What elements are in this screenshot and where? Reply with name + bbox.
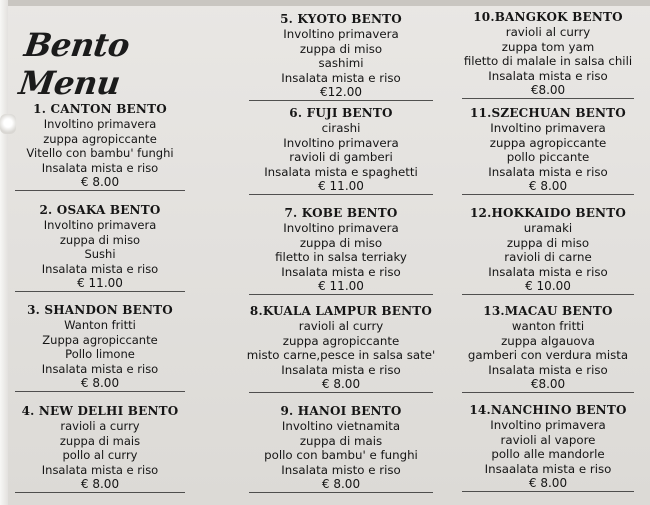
item-title: 7. KOBE BENTO <box>284 206 398 220</box>
price-divider <box>15 391 185 392</box>
item-price: € 8.00 <box>321 377 361 392</box>
item-title: 10.BANGKOK BENTO <box>473 10 623 24</box>
item-line: ravioli di gamberi <box>289 150 393 165</box>
item-price: € 10.00 <box>525 279 571 294</box>
item-price: € 11.00 <box>318 179 364 194</box>
item-line: Pollo limone <box>65 347 135 362</box>
item-line: zuppa di miso <box>299 41 383 56</box>
item-title: 11.SZECHUAN BENTO <box>470 106 626 120</box>
item-title: 2. OSAKA BENTO <box>39 203 161 217</box>
item-line: wanton fritti <box>511 319 585 333</box>
item-line: ravioli di carne <box>504 250 592 265</box>
item-line: filetto di malale in salsa chili <box>463 54 633 69</box>
price-divider <box>249 492 433 493</box>
menu-item <box>12 404 188 493</box>
item-title: 6. FUJI BENTO <box>289 106 393 120</box>
frame-left-edge <box>0 0 8 505</box>
item-line: pollo al curry <box>62 448 138 463</box>
item-line: Involtino primavera <box>490 418 606 432</box>
item-price: € 8.00 <box>528 179 568 194</box>
item-line: zuppa di mais <box>59 433 141 448</box>
item-title: 12.HOKKAIDO BENTO <box>469 206 627 220</box>
item-line: Insalata mista e spaghetti <box>264 164 418 179</box>
price-divider <box>15 190 185 191</box>
menu-item <box>232 404 450 493</box>
item-line: zuppa tom yam <box>501 39 595 54</box>
menu-item <box>453 10 643 99</box>
item-line: sashimi <box>318 56 364 71</box>
item-line: Involtino vietnamita <box>281 419 401 433</box>
item-line: pollo alle mandorle <box>491 447 605 462</box>
item-line: zuppa agropiccante <box>282 333 400 348</box>
item-line: Wanton fritti <box>64 318 136 332</box>
item-title: 1. CANTON BENTO <box>33 102 167 116</box>
item-line: filetto in salsa terriaky <box>275 250 407 265</box>
menu-item <box>453 403 643 492</box>
item-line: pollo piccante <box>506 150 590 165</box>
item-line: zuppa di miso <box>299 235 383 250</box>
item-line: zuppa agropiccante <box>489 135 607 150</box>
price-divider <box>462 491 634 492</box>
item-line: zuppa di mais <box>299 433 383 448</box>
item-line: Involtino primavera <box>43 218 157 232</box>
item-line: ravioli al curry <box>298 319 384 333</box>
item-title: 13.MACAU BENTO <box>483 304 613 318</box>
item-line: Insalata mista e riso <box>41 261 159 276</box>
item-price: €8.00 <box>530 377 566 392</box>
item-line: uramaki <box>523 221 573 235</box>
menu-item <box>232 206 450 295</box>
item-line: ravioli al vapore <box>500 432 596 447</box>
item-price: € 11.00 <box>318 279 364 294</box>
item-line: zuppa agropiccante <box>43 131 157 146</box>
menu-item <box>232 304 450 393</box>
price-divider <box>249 294 433 295</box>
item-line: ravioli a curry <box>60 419 140 433</box>
item-line: Insalata mista e riso <box>41 361 159 376</box>
item-line: Involtino primavera <box>283 27 399 41</box>
item-line: Zuppa agropiccante <box>42 332 158 347</box>
item-line: Insaalata mista e riso <box>484 461 612 476</box>
menu-item <box>12 102 188 191</box>
item-price: € 8.00 <box>80 477 120 492</box>
item-title: 4. NEW DELHI BENTO <box>21 404 179 418</box>
item-line: Insalata mista e riso <box>488 164 608 179</box>
item-line: Insalata mista e riso <box>488 362 608 377</box>
menu-item <box>12 203 188 292</box>
item-line: Involtino primavera <box>283 135 399 150</box>
item-line: misto carne,pesce in salsa sate' <box>246 348 436 363</box>
item-line: Insalata mista e riso <box>281 70 401 85</box>
item-title: 8.KUALA LAMPUR BENTO <box>249 304 433 318</box>
item-line: pollo con bambu' e funghi <box>264 448 418 463</box>
price-divider <box>249 100 433 101</box>
item-line: Insalata mista e riso <box>41 160 159 175</box>
price-divider <box>462 98 634 99</box>
price-divider <box>249 194 433 195</box>
price-divider <box>462 392 634 393</box>
item-line: Involtino primavera <box>43 117 157 131</box>
item-title: 14.NANCHINO BENTO <box>469 403 627 417</box>
item-price: € 8.00 <box>528 476 568 491</box>
item-price: € 8.00 <box>80 376 120 391</box>
item-line: Vitello con bambu' funghi <box>26 146 174 161</box>
menu-item <box>453 106 643 195</box>
item-price: €8.00 <box>530 83 566 98</box>
item-price: €12.00 <box>320 85 362 100</box>
menu-item <box>453 304 643 393</box>
item-line: Insalata mista e riso <box>488 68 608 83</box>
item-line: Insalata mista e riso <box>41 462 159 477</box>
item-line: zuppa algauova <box>501 333 595 348</box>
item-title: 9. HANOI BENTO <box>280 404 402 418</box>
item-line: Sushi <box>84 247 116 262</box>
menu-item <box>453 206 643 295</box>
item-price: € 11.00 <box>77 276 123 291</box>
price-divider <box>462 294 634 295</box>
item-price: € 8.00 <box>80 175 120 190</box>
item-line: cirashi <box>321 121 361 135</box>
item-line: gamberi con verdura mista <box>467 348 629 363</box>
frame-top-edge <box>0 0 650 6</box>
price-divider <box>249 392 433 393</box>
item-line: zuppa di miso <box>506 235 590 250</box>
item-line: Involtino primavera <box>490 121 606 135</box>
item-title: 3. SHANDON BENTO <box>27 303 173 317</box>
price-divider <box>15 291 185 292</box>
item-line: ravioli al curry <box>505 25 591 39</box>
item-line: Involtino primavera <box>283 221 399 235</box>
price-divider <box>462 194 634 195</box>
menu-item <box>232 106 450 195</box>
item-price: € 8.00 <box>321 477 361 492</box>
item-line: Insalata mista e riso <box>281 264 401 279</box>
price-divider <box>15 492 185 493</box>
item-line: Insalata mista e riso <box>488 264 608 279</box>
item-line: zuppa di miso <box>59 232 141 247</box>
menu-item <box>232 12 450 101</box>
item-line: Insalata mista e riso <box>281 362 401 377</box>
item-title: 5. KYOTO BENTO <box>280 12 402 26</box>
menu-item <box>12 303 188 392</box>
item-line: Insalata misto e riso <box>281 462 401 477</box>
page-title: Bento Menu <box>16 26 132 102</box>
